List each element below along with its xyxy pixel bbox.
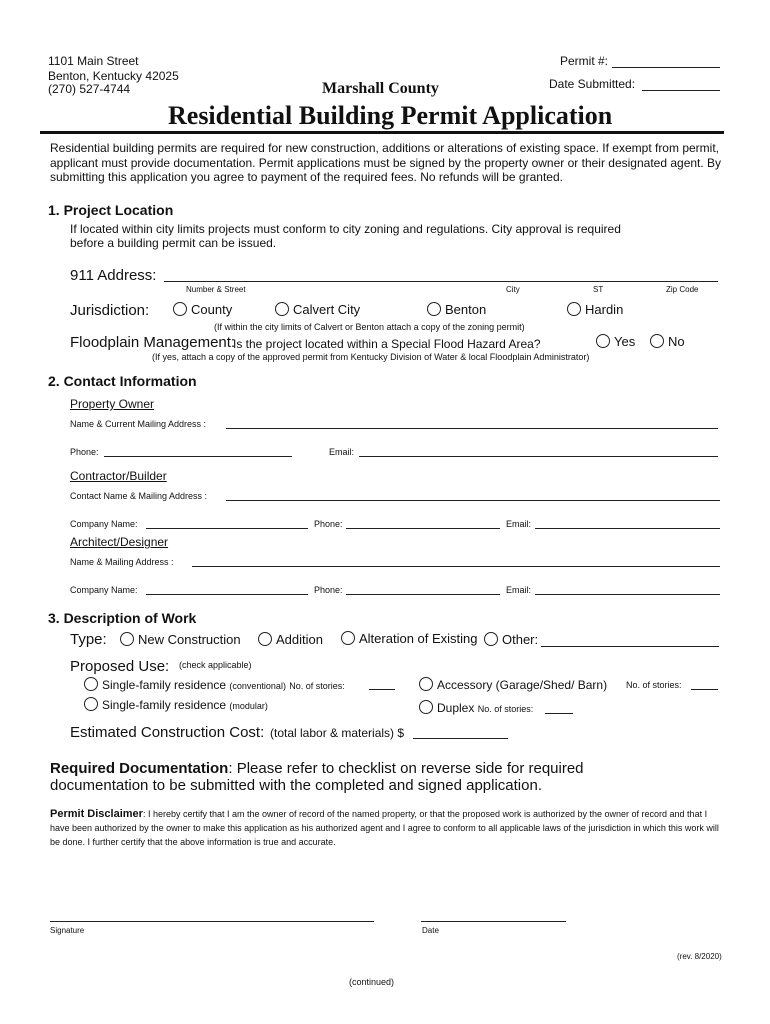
owner-name-label: Name & Current Mailing Address :: [70, 419, 207, 429]
radio-icon[interactable]: [596, 334, 610, 348]
proposed-use-label: Proposed Use:: [70, 658, 170, 675]
type-addition-option[interactable]: Addition: [258, 632, 323, 647]
contractor-phone-label: Phone:: [314, 519, 343, 529]
contractor-email-field[interactable]: [535, 528, 720, 529]
radio-icon[interactable]: [341, 631, 355, 645]
signature-label: Signature: [50, 926, 85, 935]
architect-phone-label: Phone:: [314, 585, 343, 595]
radio-icon[interactable]: [120, 632, 134, 646]
section-3-heading: 3. Description of Work: [48, 610, 197, 626]
architect-name-label: Name & Mailing Address :: [70, 557, 174, 567]
owner-phone-field[interactable]: [104, 456, 292, 457]
architect-email-field[interactable]: [535, 594, 720, 595]
architect-company-field[interactable]: [146, 594, 308, 595]
contractor-company-field[interactable]: [146, 528, 308, 529]
address-label: 911 Address:: [70, 267, 157, 284]
contractor-heading: Contractor/Builder: [70, 469, 167, 483]
type-label: Type:: [70, 631, 107, 648]
architect-email-label: Email:: [506, 585, 532, 595]
single-family-modular-option[interactable]: Single-family residence (modular): [84, 697, 268, 712]
state-sublabel: ST: [593, 285, 604, 294]
signature-date-label: Date: [422, 926, 439, 935]
permit-number-field[interactable]: [612, 67, 720, 68]
architect-heading: Architect/Designer: [70, 535, 169, 549]
jurisdiction-label: Jurisdiction:: [70, 302, 150, 319]
date-submitted-field[interactable]: [642, 90, 720, 91]
contractor-company-label: Company Name:: [70, 519, 138, 529]
single-family-conventional-option[interactable]: Single-family residence (conventional) No. of stories:: [84, 677, 345, 692]
radio-icon[interactable]: [84, 677, 98, 691]
section-2-heading: 2. Contact Information: [48, 373, 197, 389]
required-documentation-line2: documentation to be submitted with the completed and signed application.: [50, 777, 542, 794]
radio-icon[interactable]: [484, 632, 498, 646]
owner-phone-label: Phone:: [70, 447, 99, 457]
contractor-name-label: Contact Name & Mailing Address :: [70, 491, 208, 501]
title-rule: [40, 131, 724, 134]
floodplain-no-option[interactable]: No: [650, 334, 685, 349]
revision-note: (rev. 8/2020): [677, 952, 722, 961]
continued-note: (continued): [349, 977, 395, 987]
property-owner-heading: Property Owner: [70, 397, 155, 411]
county-name: Marshall County: [322, 80, 439, 97]
accessory-option[interactable]: Accessory (Garage/Shed/ Barn): [419, 677, 607, 692]
radio-icon[interactable]: [275, 302, 289, 316]
jurisdiction-benton-option[interactable]: Benton: [427, 302, 486, 317]
owner-email-field[interactable]: [359, 456, 718, 457]
signature-field[interactable]: [50, 921, 374, 922]
type-alteration-option[interactable]: Alteration of Existing: [341, 631, 478, 646]
required-documentation-line1: Required Documentation: Please refer to checklist on reverse side for required: [50, 760, 584, 777]
jurisdiction-hardin-option[interactable]: Hardin: [567, 302, 623, 317]
floodplain-label: Floodplain Management:: [70, 334, 236, 351]
address-field[interactable]: [164, 281, 718, 282]
owner-email-label: Email:: [329, 447, 355, 457]
radio-icon[interactable]: [419, 677, 433, 691]
zip-sublabel: Zip Code: [666, 285, 699, 294]
estimated-cost-note: (total labor & materials) $: [270, 726, 405, 740]
jurisdiction-county-option[interactable]: County: [173, 302, 232, 317]
contractor-phone-field[interactable]: [346, 528, 500, 529]
architect-name-field[interactable]: [192, 566, 720, 567]
estimated-cost-label: Estimated Construction Cost:: [70, 724, 265, 741]
type-new-construction-option[interactable]: New Construction: [120, 632, 241, 647]
type-other-field[interactable]: [541, 646, 719, 647]
page-title: Residential Building Permit Application: [168, 101, 613, 130]
radio-icon[interactable]: [258, 632, 272, 646]
radio-icon[interactable]: [427, 302, 441, 316]
radio-icon[interactable]: [650, 334, 664, 348]
jurisdiction-calvert-city-option[interactable]: Calvert City: [275, 302, 360, 317]
city-sublabel: City: [506, 285, 520, 294]
office-phone: (270) 527-4744: [48, 82, 131, 96]
floodplain-note: (If yes, attach a copy of the approved permit from Kentucky Division of Water & local Floodplain Administrator): [152, 352, 590, 362]
accessory-stories-label: No. of stories:: [626, 680, 682, 690]
permit-disclaimer: Permit Disclaimer: I hereby certify that I am the owner of record of the named property, or that the proposed work is authorized by the owner of record and that I have been authorized by the owner to make this application as his authorized agent and I agree to conform to all applicable laws of the jurisdiction in which this work will be done. I further certify that the above information is true and accurate.: [50, 808, 719, 847]
city-limits-note-line1: If located within city limits projects must conform to city zoning and regulations. City approval is required: [70, 222, 621, 236]
permit-number-label: Permit #:: [560, 54, 609, 68]
jurisdiction-note: (If within the city limits of Calvert or Benton attach a copy of the zoning permit): [214, 322, 525, 332]
office-address-line1: 1101 Main Street: [48, 54, 139, 68]
number-street-sublabel: Number & Street: [186, 285, 246, 294]
estimated-cost-field[interactable]: [413, 738, 508, 739]
date-submitted-label: Date Submitted:: [549, 77, 636, 91]
architect-phone-field[interactable]: [346, 594, 500, 595]
single-family-conventional-stories-field[interactable]: [369, 689, 395, 690]
intro-paragraph: Residential building permits are required for new construction, additions or alterations of existing space. If exempt from permit, applicant must provide documentation. Permit applications must be signed by the property owner or their designated agent. By submitting this application you agree to payment of the required fees. No refunds will be granted.: [50, 141, 722, 184]
floodplain-yes-option[interactable]: Yes: [596, 334, 635, 349]
signature-date-field[interactable]: [421, 921, 566, 922]
radio-icon[interactable]: [84, 697, 98, 711]
architect-company-label: Company Name:: [70, 585, 138, 595]
radio-icon[interactable]: [419, 700, 433, 714]
floodplain-question: Is the project located within a Special Flood Hazard Area?: [233, 337, 541, 351]
owner-name-field[interactable]: [226, 428, 718, 429]
city-limits-note-line2: before a building permit can be issued.: [70, 236, 277, 250]
duplex-option[interactable]: Duplex No. of stories:: [419, 700, 533, 715]
type-other-option[interactable]: Other:: [484, 632, 538, 647]
office-address-line2: Benton, Kentucky 42025: [48, 69, 179, 83]
contractor-email-label: Email:: [506, 519, 532, 529]
check-applicable-note: (check applicable): [179, 660, 252, 670]
radio-icon[interactable]: [173, 302, 187, 316]
accessory-stories-field[interactable]: [691, 689, 718, 690]
duplex-stories-field[interactable]: [545, 713, 573, 714]
section-1-heading: 1. Project Location: [48, 202, 174, 218]
radio-icon[interactable]: [567, 302, 581, 316]
contractor-name-field[interactable]: [226, 500, 720, 501]
